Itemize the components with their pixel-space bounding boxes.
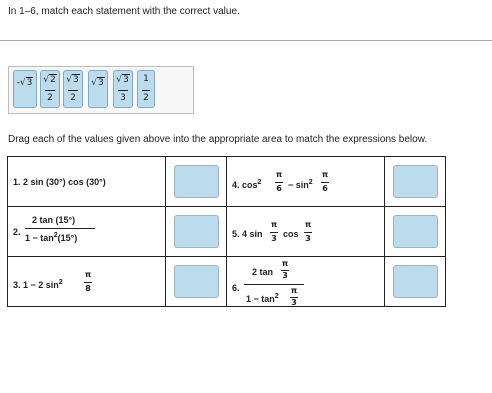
tile-sqrt3[interactable]: √3 <box>88 70 108 108</box>
tile-denominator: 3 <box>120 93 126 103</box>
expression-2 <box>8 207 166 257</box>
drop-box-3[interactable] <box>174 265 219 298</box>
tile-one-half[interactable] <box>137 70 155 108</box>
tile-denominator: 2 <box>47 93 53 103</box>
drop-box-4[interactable] <box>393 165 438 198</box>
table-row <box>8 157 446 207</box>
fraction-denominator: 3 <box>291 298 297 307</box>
exponent: 2 <box>274 293 279 300</box>
drop-zone-3[interactable] <box>166 257 227 307</box>
tile-sqrt2-over-2[interactable]: √2 2 <box>40 70 60 108</box>
pi-symbol: π <box>270 220 278 229</box>
fraction-denominator: 8 <box>85 284 91 293</box>
drop-zone-6[interactable] <box>385 257 446 307</box>
expression-6-numerator: 2 tan <box>252 267 274 277</box>
pi-symbol: π <box>84 270 92 279</box>
pi-symbol: π <box>275 170 283 179</box>
fraction-denominator: 3 <box>271 234 277 243</box>
exponent: 2 <box>308 179 313 186</box>
drop-zone-4[interactable] <box>385 157 446 207</box>
drop-zone-5[interactable] <box>385 207 446 257</box>
drop-zone-2[interactable] <box>166 207 227 257</box>
tile-radicand: 3 <box>73 75 79 85</box>
instructions: In 1–6, match each statement with the correct value. <box>8 6 240 17</box>
expression-5 <box>227 207 385 257</box>
expression-1-text: 1. 2 sin (30°) cos (30°) <box>13 177 106 187</box>
expression-6-number: 6. <box>232 283 240 293</box>
expression-3-text: 3. 1 − 2 sin <box>13 280 59 290</box>
exponent: 2 <box>58 279 63 286</box>
table-row <box>8 257 446 307</box>
tile-sqrt3-over-2[interactable]: √3 2 <box>63 70 83 108</box>
tile-radicand: 3 <box>98 78 104 88</box>
tile-radicand: 3 <box>123 75 129 85</box>
answer-tray <box>8 66 194 114</box>
expression-2-angle: (15°) <box>57 233 78 243</box>
expression-4 <box>227 157 385 207</box>
exponent: 2 <box>53 232 58 239</box>
tile-neg-sqrt3[interactable]: -√3 <box>13 70 37 108</box>
expression-2-number: 2. <box>13 227 21 237</box>
fraction-denominator: 3 <box>282 271 288 280</box>
tile-denominator: 2 <box>143 93 149 103</box>
pi-symbol: π <box>304 220 312 229</box>
tile-sqrt3-over-3[interactable]: √3 3 <box>113 70 133 108</box>
tile-radicand: 2 <box>50 75 56 85</box>
drop-box-1[interactable] <box>174 165 219 198</box>
drag-instructions: Drag each of the values given above into the appropriate area to match the expressions below. <box>8 134 428 145</box>
divider <box>0 40 492 41</box>
exponent: 2 <box>257 179 262 186</box>
expression-2-denominator: 1 − tan <box>25 233 54 243</box>
fraction-denominator: 3 <box>305 234 311 243</box>
pi-symbol: π <box>281 259 289 268</box>
expression-1 <box>8 157 166 207</box>
drop-box-5[interactable] <box>393 215 438 248</box>
fraction-denominator: 6 <box>276 184 282 193</box>
tile-denominator: 2 <box>70 93 76 103</box>
matching-table <box>7 156 446 307</box>
expression-6 <box>227 257 385 307</box>
expression-3 <box>8 257 166 307</box>
drop-box-6[interactable] <box>393 265 438 298</box>
expression-5-cos: cos <box>283 229 299 239</box>
expression-6-denominator: 1 − tan <box>246 294 275 304</box>
tile-sign: - <box>16 78 20 88</box>
pi-symbol: π <box>290 286 298 295</box>
tile-radicand: 3 <box>26 78 33 88</box>
tile-numerator: 1 <box>143 74 149 84</box>
drop-zone-1[interactable] <box>166 157 227 207</box>
expression-4-text: 4. cos <box>232 180 258 190</box>
pi-symbol: π <box>321 170 329 179</box>
expression-4-minus-sin: − sin <box>288 180 309 190</box>
table-row <box>8 207 446 257</box>
expression-5-text: 5. 4 sin <box>232 229 263 239</box>
drop-box-2[interactable] <box>174 215 219 248</box>
fraction-denominator: 6 <box>322 184 328 193</box>
expression-2-numerator: 2 tan (15°) <box>32 215 76 225</box>
